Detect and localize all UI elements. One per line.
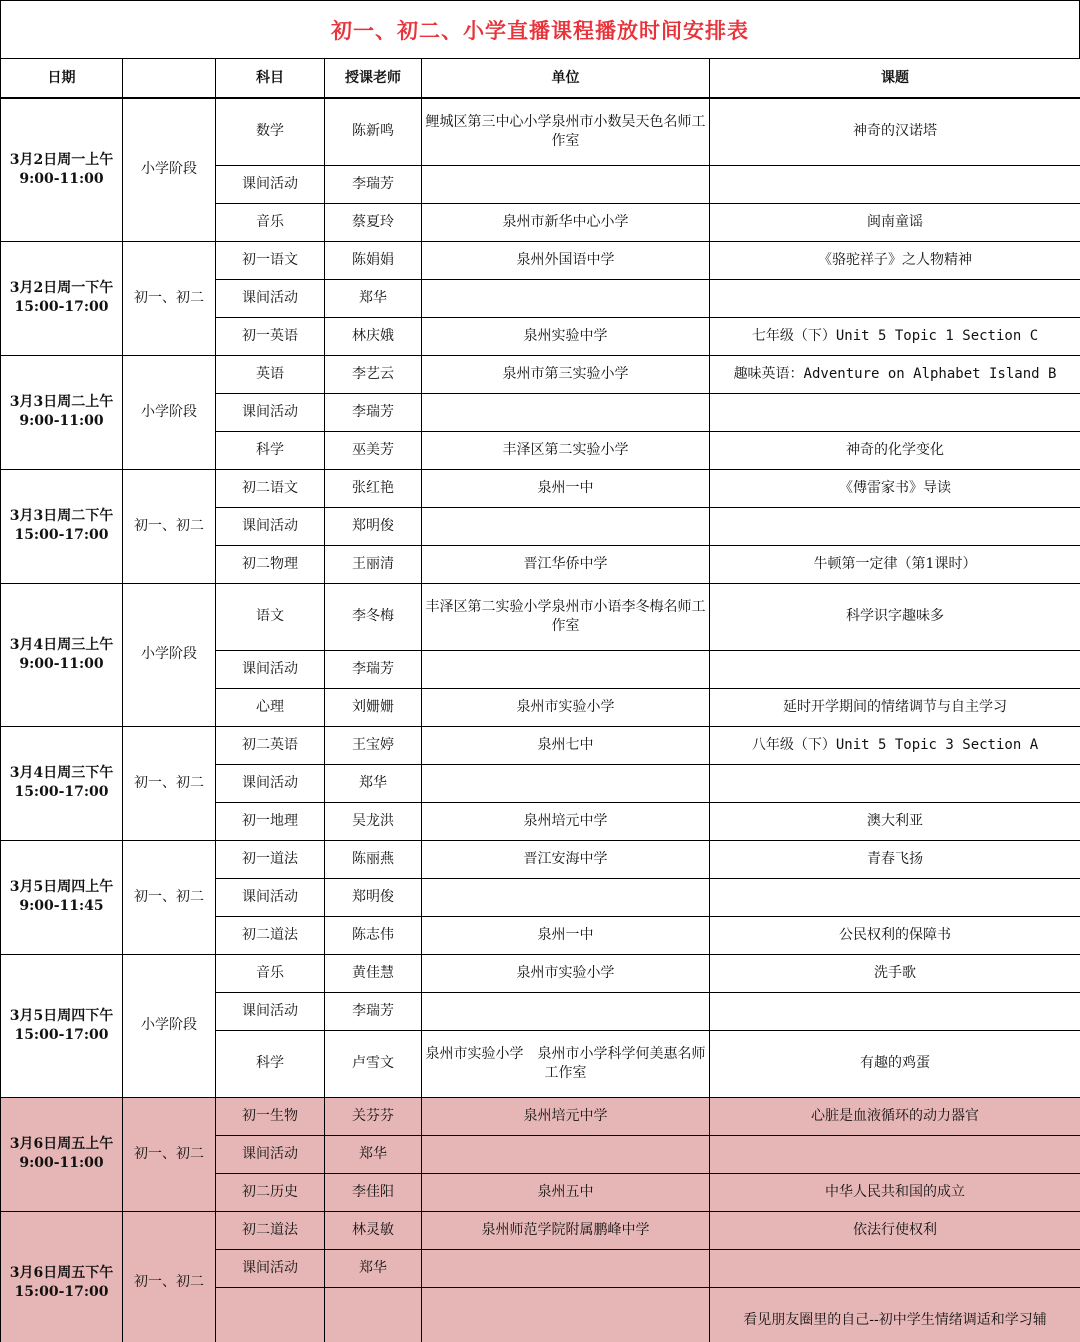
schedule-table [0, 58, 1080, 1342]
time-range: 15:00-17:00 [14, 1283, 109, 1300]
table-row [1, 469, 1080, 507]
teacher-cell: 陈志伟 [325, 916, 422, 954]
column-header-date: 日期 [1, 59, 123, 99]
unit-cell: 泉州师范学院附属鹏峰中学 [422, 1211, 710, 1249]
unit-cell: 丰泽区第二实验小学泉州市小语李冬梅名师工作室 [422, 583, 710, 650]
date-cell [1, 469, 123, 583]
unit-cell: 泉州一中 [422, 469, 710, 507]
teacher-cell: 陈娟娟 [325, 241, 422, 279]
table-row [1, 98, 1080, 165]
unit-cell: 泉州七中 [422, 726, 710, 764]
subject-cell: 初一语文 [216, 241, 325, 279]
date-label: 3月6日周五下午 [9, 1264, 114, 1281]
time-range: 15:00-17:00 [14, 527, 109, 543]
header-row [1, 59, 1080, 99]
unit-cell: 泉州实验中学 [422, 317, 710, 355]
time-range: 9:00-11:00 [19, 655, 104, 672]
topic-cell: 青春飞扬 [710, 840, 1080, 878]
teacher-cell: 李佳阳 [325, 1173, 422, 1211]
teacher-cell: 黄佳慧 [325, 954, 422, 992]
topic-cell: 《傅雷家书》导读 [710, 469, 1080, 507]
date-cell [1, 241, 123, 355]
unit-cell [422, 279, 710, 317]
teacher-cell: 郑华 [325, 279, 422, 317]
time-range: 15:00-17:00 [14, 299, 109, 315]
subject-cell: 课间活动 [216, 650, 325, 688]
topic-cell [710, 279, 1080, 317]
date-label: 3月2日周一上午 [9, 151, 114, 168]
teacher-cell: 王宝婷 [325, 726, 422, 764]
teacher-cell: 卢雪文 [325, 1030, 422, 1097]
unit-cell: 泉州一中 [422, 916, 710, 954]
date-label: 3月4日周三上午 [9, 636, 114, 653]
stage-cell: 初一、初二 [123, 469, 216, 583]
unit-cell [422, 1249, 710, 1287]
subject-cell: 科学 [216, 431, 325, 469]
table-row [1, 241, 1080, 279]
subject-cell: 课间活动 [216, 279, 325, 317]
subject-cell: 初二道法 [216, 916, 325, 954]
time-range: 15:00-17:00 [14, 784, 109, 800]
date-label: 3月4日周三下午 [9, 765, 114, 782]
time-range: 15:00-17:00 [14, 1026, 109, 1043]
subject-cell: 心理 [216, 688, 325, 726]
topic-cell [710, 165, 1080, 203]
stage-cell: 初一、初二 [123, 1211, 216, 1342]
column-header-teacher: 授课老师 [325, 59, 422, 99]
topic-cell: 《骆驼祥子》之人物精神 [710, 241, 1080, 279]
column-header-unit: 单位 [422, 59, 710, 99]
subject-cell: 数学 [216, 98, 325, 165]
topic-cell: 神奇的汉诺塔 [710, 98, 1080, 165]
topic-cell: 神奇的化学变化 [710, 431, 1080, 469]
subject-cell: 初一地理 [216, 802, 325, 840]
subject-cell: 课间活动 [216, 1249, 325, 1287]
date-label: 3月6日周五上午 [9, 1136, 114, 1153]
topic-cell: 看见朋友圈里的自己--初中学生情绪调适和学习辅 [710, 1287, 1080, 1342]
topic-cell: 澳大利亚 [710, 802, 1080, 840]
subject-cell: 音乐 [216, 203, 325, 241]
subject-cell: 课间活动 [216, 992, 325, 1030]
unit-cell [422, 1135, 710, 1173]
unit-cell: 泉州培元中学 [422, 802, 710, 840]
topic-cell: 趣味英语：Adventure on Alphabet Island B [710, 355, 1080, 393]
topic-cell [710, 650, 1080, 688]
teacher-cell: 林庆娥 [325, 317, 422, 355]
teacher-cell: 郑明俊 [325, 878, 422, 916]
topic-cell [710, 878, 1080, 916]
subject-cell: 初二道法 [216, 1211, 325, 1249]
stage-cell: 初一、初二 [123, 1097, 216, 1211]
subject-cell: 初一生物 [216, 1097, 325, 1135]
teacher-cell: 郑华 [325, 764, 422, 802]
topic-cell: 心脏是血液循环的动力器官 [710, 1097, 1080, 1135]
unit-cell: 泉州培元中学 [422, 1097, 710, 1135]
teacher-cell: 林灵敏 [325, 1211, 422, 1249]
subject-cell: 初二历史 [216, 1173, 325, 1211]
unit-cell: 晋江华侨中学 [422, 545, 710, 583]
date-label: 3月5日周四上午 [9, 879, 114, 896]
table-row [1, 954, 1080, 992]
stage-cell: 小学阶段 [123, 954, 216, 1097]
subject-cell: 科学 [216, 1030, 325, 1097]
teacher-cell: 吴龙洪 [325, 802, 422, 840]
teacher-cell: 李瑞芳 [325, 650, 422, 688]
date-cell [1, 98, 123, 241]
subject-cell: 课间活动 [216, 764, 325, 802]
unit-cell [422, 992, 710, 1030]
unit-cell: 泉州市第三实验小学 [422, 355, 710, 393]
teacher-cell: 蔡夏玲 [325, 203, 422, 241]
subject-cell [216, 1287, 325, 1342]
date-label: 3月2日周一下午 [9, 280, 114, 297]
subject-cell: 课间活动 [216, 1135, 325, 1173]
date-cell [1, 1097, 123, 1211]
teacher-cell: 巫美芳 [325, 431, 422, 469]
teacher-cell: 李艺云 [325, 355, 422, 393]
teacher-cell: 关芬芬 [325, 1097, 422, 1135]
teacher-cell: 李瑞芳 [325, 165, 422, 203]
column-header-topic: 课题 [710, 59, 1080, 99]
subject-cell: 音乐 [216, 954, 325, 992]
topic-cell [710, 1249, 1080, 1287]
table-row [1, 1097, 1080, 1135]
unit-cell: 晋江安海中学 [422, 840, 710, 878]
unit-cell [422, 1287, 710, 1342]
time-range: 9:00-11:00 [19, 1155, 104, 1171]
stage-cell: 初一、初二 [123, 840, 216, 954]
date-cell [1, 583, 123, 726]
unit-cell: 泉州市实验小学 泉州市小学科学何美惠名师工作室 [422, 1030, 710, 1097]
topic-cell [710, 1135, 1080, 1173]
subject-cell: 初二英语 [216, 726, 325, 764]
time-range: 9:00-11:45 [19, 898, 104, 914]
topic-cell [710, 992, 1080, 1030]
time-range: 9:00-11:00 [19, 170, 104, 187]
unit-cell [422, 878, 710, 916]
table-row [1, 840, 1080, 878]
unit-cell: 泉州市实验小学 [422, 954, 710, 992]
teacher-cell: 陈新鸣 [325, 98, 422, 165]
table-row [1, 355, 1080, 393]
topic-cell: 依法行使权利 [710, 1211, 1080, 1249]
stage-cell: 初一、初二 [123, 726, 216, 840]
stage-cell: 小学阶段 [123, 98, 216, 241]
table-row [1, 726, 1080, 764]
teacher-cell: 王丽清 [325, 545, 422, 583]
topic-cell: 八年级（下）Unit 5 Topic 3 Section A [710, 726, 1080, 764]
topic-cell: 中华人民共和国的成立 [710, 1173, 1080, 1211]
time-range: 9:00-11:00 [19, 413, 104, 429]
table-row [1, 1211, 1080, 1249]
teacher-cell: 李瑞芳 [325, 992, 422, 1030]
topic-cell: 公民权利的保障书 [710, 916, 1080, 954]
date-cell [1, 355, 123, 469]
topic-cell [710, 393, 1080, 431]
teacher-cell: 张红艳 [325, 469, 422, 507]
teacher-cell: 刘姗姗 [325, 688, 422, 726]
date-cell [1, 840, 123, 954]
teacher-cell: 郑华 [325, 1249, 422, 1287]
column-header-stage [123, 59, 216, 99]
unit-cell: 鲤城区第三中心小学泉州市小数吴天色名师工作室 [422, 98, 710, 165]
date-label: 3月3日周二下午 [9, 508, 114, 525]
date-cell [1, 726, 123, 840]
topic-cell: 科学识字趣味多 [710, 583, 1080, 650]
unit-cell [422, 393, 710, 431]
teacher-cell: 郑明俊 [325, 507, 422, 545]
teacher-cell: 李瑞芳 [325, 393, 422, 431]
topic-cell [710, 507, 1080, 545]
unit-cell: 泉州市实验小学 [422, 688, 710, 726]
unit-cell: 泉州市新华中心小学 [422, 203, 710, 241]
subject-cell: 课间活动 [216, 878, 325, 916]
subject-cell: 初一英语 [216, 317, 325, 355]
column-header-subject: 科目 [216, 59, 325, 99]
subject-cell: 初二语文 [216, 469, 325, 507]
page-title: 初一、初二、小学直播课程播放时间安排表 [0, 0, 1080, 59]
subject-cell: 英语 [216, 355, 325, 393]
topic-cell: 有趣的鸡蛋 [710, 1030, 1080, 1097]
teacher-cell [325, 1287, 422, 1342]
unit-cell [422, 650, 710, 688]
stage-cell: 小学阶段 [123, 355, 216, 469]
unit-cell [422, 507, 710, 545]
stage-cell: 小学阶段 [123, 583, 216, 726]
teacher-cell: 陈丽燕 [325, 840, 422, 878]
table-row [1, 583, 1080, 650]
topic-cell: 延时开学期间的情绪调节与自主学习 [710, 688, 1080, 726]
topic-cell: 七年级（下）Unit 5 Topic 1 Section C [710, 317, 1080, 355]
subject-cell: 课间活动 [216, 165, 325, 203]
date-cell [1, 954, 123, 1097]
teacher-cell: 李冬梅 [325, 583, 422, 650]
topic-cell: 闽南童谣 [710, 203, 1080, 241]
topic-cell [710, 764, 1080, 802]
date-label: 3月3日周二上午 [9, 394, 114, 411]
unit-cell [422, 764, 710, 802]
unit-cell: 丰泽区第二实验小学 [422, 431, 710, 469]
teacher-cell: 郑华 [325, 1135, 422, 1173]
subject-cell: 课间活动 [216, 393, 325, 431]
subject-cell: 初二物理 [216, 545, 325, 583]
unit-cell [422, 165, 710, 203]
unit-cell: 泉州五中 [422, 1173, 710, 1211]
subject-cell: 语文 [216, 583, 325, 650]
unit-cell: 泉州外国语中学 [422, 241, 710, 279]
date-label: 3月5日周四下午 [9, 1007, 114, 1024]
date-cell [1, 1211, 123, 1342]
subject-cell: 初一道法 [216, 840, 325, 878]
topic-cell: 洗手歌 [710, 954, 1080, 992]
stage-cell: 初一、初二 [123, 241, 216, 355]
schedule-body [1, 98, 1080, 1342]
topic-cell: 牛顿第一定律（第1课时） [710, 545, 1080, 583]
subject-cell: 课间活动 [216, 507, 325, 545]
